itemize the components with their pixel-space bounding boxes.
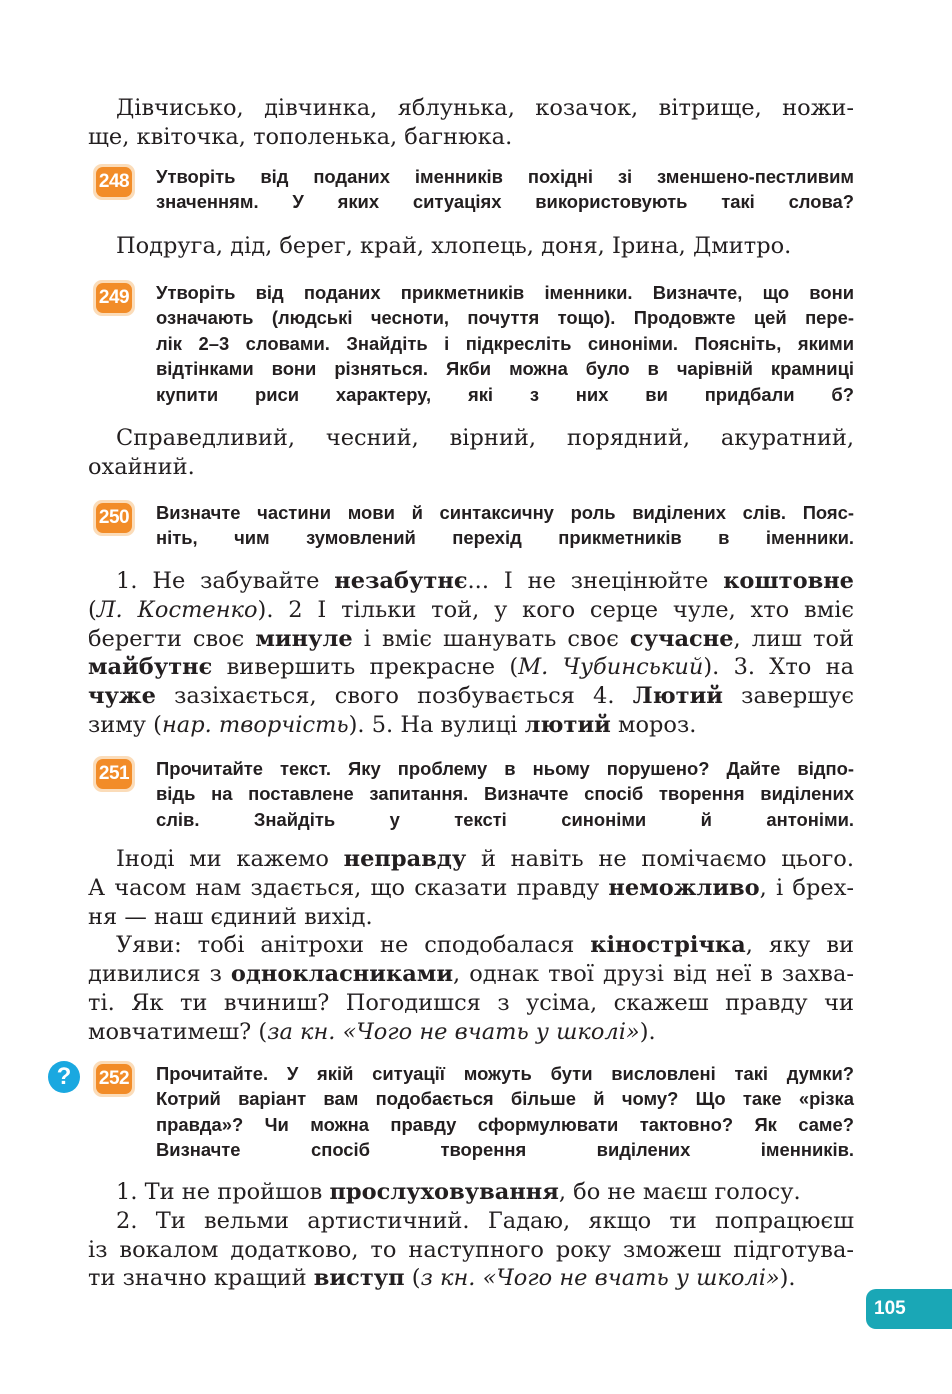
task-250-sentences — [88, 567, 854, 740]
task-249-words — [88, 424, 854, 482]
text-run: ... І не знецінюйте — [467, 568, 724, 594]
text-line — [88, 567, 854, 596]
author-citation: нар. творчість — [161, 711, 349, 738]
text-run: зиму ( — [88, 711, 162, 738]
text-line — [88, 682, 854, 711]
task-instruction: означають (людські чесноти, почуття тощо). Продовжте цей пере- — [156, 307, 854, 329]
text-run: А часом нам здається, що сказати правду — [88, 874, 609, 901]
source-citation: за кн. «Чого не вчать у школі» — [267, 1018, 640, 1045]
text-run: мовчатимеш? ( — [88, 1018, 268, 1045]
text-run: зазіхається, свого позбувається 4. — [155, 683, 633, 710]
highlighted-word: Лютий — [632, 683, 723, 710]
task-instruction: значенням. У яких ситуаціях використовують такі слова? — [156, 191, 854, 213]
highlighted-word: сучасне — [629, 625, 734, 652]
text-line: Подруга, дід, берег, край, хлопець, доня, Ірина, Дмитро. — [116, 233, 792, 259]
text-run: вивершить прекрасне ( — [212, 654, 519, 681]
task-instruction: Утворіть від поданих прикметників іменники. Визначте, що вони — [156, 282, 854, 303]
highlighted-word: неможливо — [608, 874, 760, 901]
text-run: ( — [88, 596, 97, 623]
highlighted-word: неправду — [343, 846, 467, 872]
text-line: Дівчисько, дівчинка, яблунька, козачок, вітрище, ножи- — [116, 95, 854, 121]
task-248-words — [88, 232, 854, 261]
text-line — [88, 845, 854, 874]
text-run: завершує — [723, 683, 855, 710]
task-instruction: відь на поставлене запитання. Визначте спосіб творення виділених — [156, 783, 854, 805]
task-instruction: відтінками вони різняться. Якби можна було в чарівній крамниці — [156, 358, 854, 380]
task-number-badge — [93, 756, 135, 792]
highlighted-word: лютий — [524, 711, 611, 738]
text-line: ще, квіточка, тополенька, багнюка. — [88, 123, 513, 150]
text-run: ти значно кращий — [88, 1265, 314, 1292]
text-line — [88, 874, 854, 903]
text-line — [88, 960, 854, 989]
task-number: 249 — [96, 283, 132, 313]
text-line: Справедливий, чесний, вірний, порядний, акуратний, — [116, 425, 854, 451]
task-number: 251 — [96, 759, 132, 789]
text-line — [88, 1264, 854, 1293]
text-run: , яку ви — [745, 932, 855, 959]
highlighted-word: однокласниками — [230, 961, 454, 988]
text-run: ). 3. Хто на — [703, 654, 855, 681]
author-citation: М. Чубинський — [518, 654, 704, 681]
task-number-badge — [93, 500, 135, 536]
text-run: дивилися з — [88, 961, 231, 988]
task-instruction: ніть, чим зумовлений перехід прикметників в іменники. — [156, 527, 854, 549]
task-instruction: правда»? Чи можна правду сформулювати тактовно? Як саме? — [156, 1113, 854, 1135]
text-run: ). 2 І тільки той, у кого серце чуле, хто вміє — [257, 596, 854, 623]
task-number: 250 — [96, 503, 132, 533]
highlighted-word: виступ — [313, 1265, 405, 1292]
text-line: охайний. — [88, 453, 195, 480]
highlighted-word: майбутнє — [88, 654, 213, 681]
text-run: мороз. — [610, 711, 697, 738]
text-run: й навіть не помічаємо цього. — [466, 846, 854, 872]
page-number: 105 — [866, 1289, 952, 1329]
highlighted-word: минуле — [255, 625, 353, 652]
text-run: , і брех- — [759, 874, 854, 901]
question-icon: ? — [48, 1061, 80, 1093]
text-line: ня — наш єдиний вихід. — [88, 903, 373, 930]
highlighted-word: незабутнє — [334, 568, 468, 594]
text-run: Уяви: тобі анітрохи не сподобалася — [116, 932, 591, 959]
highlighted-word: прослуховування — [329, 1179, 559, 1205]
task-number: 252 — [96, 1064, 132, 1094]
text-line — [88, 625, 854, 654]
task-instruction: слів. Знайдіть у тексті синоніми й антоніми. — [156, 808, 854, 830]
source-citation: з кн. «Чого не вчать у школі» — [420, 1265, 780, 1292]
author-citation: Л. Костенко — [96, 596, 258, 623]
text-line: 2. Ти вельми артистичний. Гадаю, якщо ти попрацюєш — [116, 1207, 854, 1234]
task-instruction: Визначте спосіб творення виділених іменників. — [156, 1139, 854, 1161]
text-run: ). — [779, 1265, 796, 1292]
text-line: із вокалом додатково, то наступного року зможеш підготува- — [88, 1236, 854, 1263]
text-run: Іноді ми кажемо — [116, 846, 344, 872]
task-instruction: купити риси характеру, які з них ви придбали б? — [156, 383, 854, 405]
text-run: , бо не маєш голосу. — [558, 1179, 801, 1205]
text-line — [88, 596, 854, 625]
text-run: і вміє шанувать своє — [352, 625, 630, 652]
text-line — [88, 1178, 854, 1207]
text-run: , однак твої друзі від неї в захва- — [453, 961, 854, 988]
task-number-badge — [93, 164, 135, 200]
text-line — [88, 931, 854, 960]
text-line — [88, 1018, 854, 1047]
task-251-text — [88, 845, 854, 1047]
text-line: ті. Як ти вчиниш? Погодишся з усіма, скажеш правду чи — [88, 989, 854, 1016]
highlighted-word: кінострічка — [590, 932, 746, 959]
task-number-badge — [93, 280, 135, 316]
text-line — [88, 711, 854, 740]
text-run: берегти своє — [88, 625, 256, 652]
task-instruction: Визначте частини мови й синтаксичну роль виділених слів. Пояс- — [156, 502, 854, 523]
task-252-text — [88, 1178, 854, 1293]
text-run: , лиш той — [733, 625, 855, 652]
text-run: ). 5. На вулиці — [348, 711, 525, 738]
task-instruction: лік 2–3 словами. Знайдіть і підкресліть синоніми. Поясніть, якими — [156, 332, 854, 354]
text-run: 1. Ти не пройшов — [116, 1179, 330, 1205]
task-instruction: Котрий варіант вам подобається більше й чому? Що таке «різка — [156, 1088, 854, 1110]
text-run: ( — [404, 1265, 421, 1292]
text-line — [88, 653, 854, 682]
task-number: 248 — [96, 167, 132, 197]
text-run: ). — [639, 1018, 656, 1045]
task-instruction: Прочитайте. У якій ситуації можуть бути висловлені такі думки? — [156, 1063, 854, 1084]
task-instruction: Утворіть від поданих іменників похідні зі зменшено-пестливим — [156, 166, 854, 187]
task-number-badge — [93, 1061, 135, 1097]
highlighted-word: коштовне — [723, 568, 854, 594]
text-run: 1. Не забувайте — [116, 568, 335, 594]
task-instruction: Прочитайте текст. Яку проблему в ньому порушено? Дайте відпо- — [156, 758, 854, 779]
intro-word-list — [88, 94, 854, 152]
highlighted-word: чуже — [88, 683, 156, 710]
